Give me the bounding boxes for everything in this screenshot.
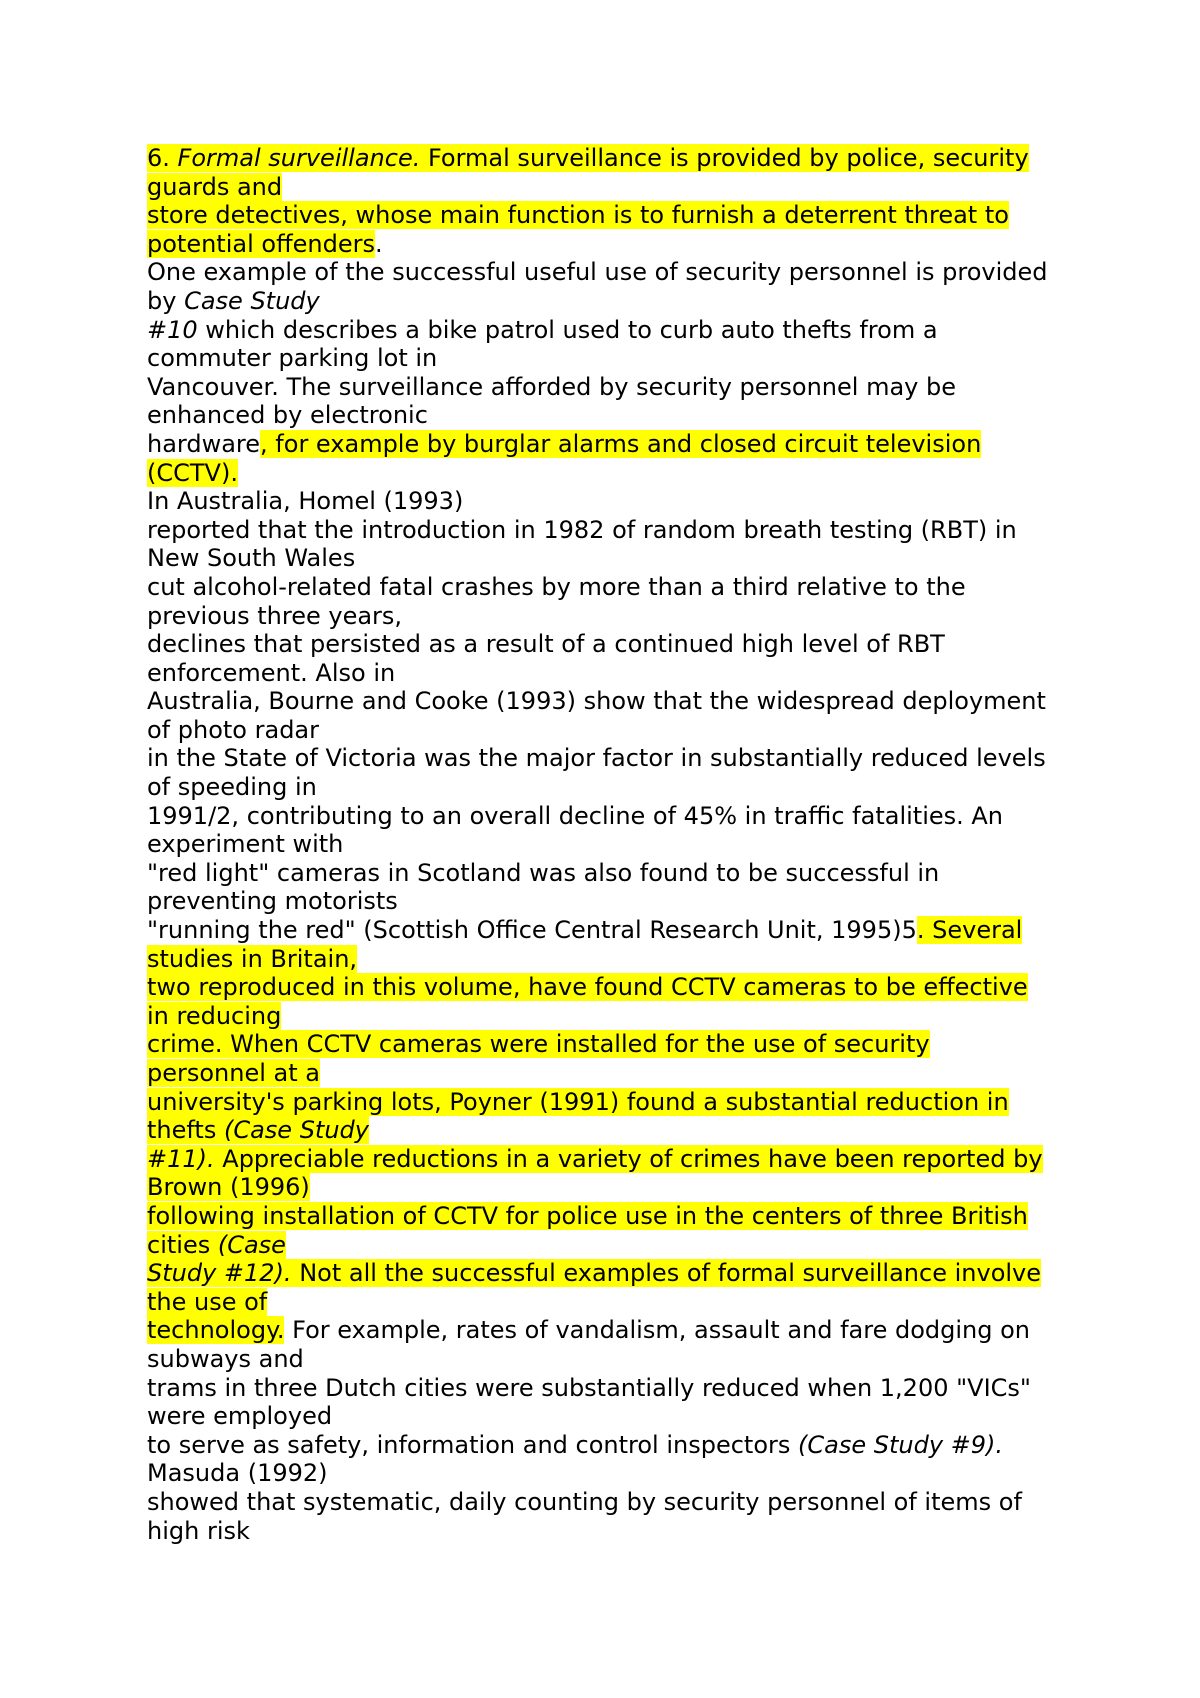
highlighted-text-run: Formal surveillance. — [177, 144, 421, 172]
highlighted-text-run: studies in Britain, — [147, 944, 358, 973]
text-line — [147, 1374, 1092, 1403]
text-line — [147, 773, 1092, 802]
text-line — [147, 344, 1092, 373]
text-line — [147, 1517, 1092, 1546]
text-line — [147, 802, 1092, 831]
text-run: by — [147, 286, 185, 315]
text-line — [147, 659, 1092, 688]
text-run: subways and — [147, 1344, 304, 1373]
text-line — [147, 544, 1092, 573]
highlighted-text-run: Appreciable reductions in a variety of crimes have been reported by — [214, 1144, 1043, 1173]
text-line — [147, 1459, 1092, 1488]
text-line — [147, 1402, 1092, 1431]
highlighted-text-run: technology. — [147, 1316, 285, 1345]
text-line — [147, 1145, 1092, 1174]
highlighted-text-run: two reproduced in this volume, have found CCTV cameras to be effective — [147, 973, 1028, 1002]
text-run: Masuda (1992) — [147, 1459, 328, 1488]
text-line — [147, 430, 1092, 459]
highlighted-text-run: (Case Study — [223, 1116, 369, 1145]
text-line — [147, 516, 1092, 545]
text-run: of speeding in — [147, 773, 317, 802]
highlighted-text-run: cities — [147, 1230, 218, 1259]
text-run: One example of the successful useful use of security personnel is provided — [147, 258, 1048, 287]
highlighted-text-run: #11). — [147, 1144, 215, 1173]
text-line — [147, 1116, 1092, 1145]
text-line — [147, 1030, 1092, 1059]
text-run: high risk — [147, 1516, 250, 1545]
text-line — [147, 1059, 1092, 1088]
text-run: . — [374, 229, 383, 258]
highlighted-text-run: Formal surveillance is provided by police, security — [420, 144, 1029, 172]
text-run: in the State of Victoria was the major factor in substantially reduced levels — [147, 744, 1046, 773]
text-run: In Australia, Homel (1993) — [147, 487, 464, 516]
text-run: 1991/2, contributing to an overall decline of 45% in traffic fatalities. An — [147, 801, 1004, 830]
text-line — [147, 573, 1092, 602]
highlighted-text-run: potential offenders — [147, 229, 375, 258]
text-line — [147, 201, 1092, 230]
text-line — [147, 1002, 1092, 1031]
text-line — [147, 830, 1092, 859]
text-line — [147, 1345, 1092, 1374]
text-run: showed that systematic, daily counting by security personnel of items of — [147, 1487, 1022, 1516]
text-run: Vancouver. The surveillance afforded by security personnel may be — [147, 372, 956, 401]
text-line — [147, 173, 1092, 202]
text-line — [147, 401, 1092, 430]
text-run: "running the red" (Scottish Office Central Research Unit, 1995)5 — [147, 916, 917, 945]
text-run: For example, rates of vandalism, assault and fare dodging on — [284, 1316, 1031, 1345]
text-line — [147, 258, 1092, 287]
text-line — [147, 1259, 1092, 1288]
text-line — [147, 1088, 1092, 1117]
text-line — [147, 144, 1092, 173]
text-line — [147, 1316, 1092, 1345]
highlighted-text-run: , for example by burglar alarms and closed circuit television — [260, 429, 982, 458]
text-line — [147, 945, 1092, 974]
text-line — [147, 973, 1092, 1002]
text-run: declines that persisted as a result of a continued high level of RBT — [147, 630, 945, 659]
text-run: Australia, Bourne and Cooke (1993) show that the widespread deployment — [147, 687, 1046, 716]
highlighted-text-run: following installation of CCTV for police use in the centers of three British — [147, 1201, 1028, 1230]
highlighted-text-run: in reducing — [147, 1001, 282, 1030]
text-line — [147, 373, 1092, 402]
text-line — [147, 1202, 1092, 1231]
highlighted-text-run: Brown (1996) — [147, 1173, 310, 1202]
highlighted-text-run: crime. When CCTV cameras were installed for the use of security — [147, 1030, 930, 1059]
highlighted-text-run: personnel at a — [147, 1059, 320, 1087]
text-line — [147, 287, 1092, 316]
highlighted-text-run: . Several — [916, 916, 1023, 945]
text-line — [147, 487, 1092, 516]
text-line — [147, 1288, 1092, 1317]
highlighted-text-run: Study #12). — [147, 1259, 292, 1288]
text-line — [147, 230, 1092, 259]
text-line — [147, 887, 1092, 916]
highlighted-text-run: guards and — [147, 172, 283, 201]
text-run: reported that the introduction in 1982 of random breath testing (RBT) in — [147, 515, 1017, 544]
text-line — [147, 687, 1092, 716]
document-body-text — [147, 144, 1092, 1545]
text-run: New South Wales — [147, 544, 356, 573]
text-run: of photo radar — [147, 715, 319, 744]
text-line — [147, 744, 1092, 773]
text-run: "red light" cameras in Scotland was also found to be successful in — [147, 858, 940, 887]
highlighted-text-run: store detectives, whose main function is to furnish a deterrent threat to — [147, 201, 1009, 230]
highlighted-text-run: the use of — [147, 1287, 268, 1316]
text-line — [147, 602, 1092, 631]
text-run: preventing motorists — [147, 887, 398, 916]
highlighted-text-run: 6. — [147, 144, 178, 172]
text-line — [147, 1488, 1092, 1517]
highlighted-text-run: thefts — [147, 1116, 224, 1145]
text-line — [147, 316, 1092, 345]
highlighted-text-run: university's parking lots, Poyner (1991) found a substantial reduction in — [147, 1087, 1009, 1116]
text-run: Case Study — [184, 286, 320, 315]
text-run: which describes a bike patrol used to curb auto thefts from a — [197, 315, 938, 344]
text-run: were employed — [147, 1402, 333, 1431]
text-run: #10 — [147, 315, 198, 344]
highlighted-text-run: (Case — [217, 1230, 286, 1259]
text-run: (Case Study #9). — [798, 1430, 1004, 1459]
highlighted-text-run: Not all the successful examples of formal surveillance involve — [291, 1259, 1042, 1288]
text-line — [147, 859, 1092, 888]
text-run: experiment with — [147, 830, 344, 859]
text-run: commuter parking lot in — [147, 344, 438, 373]
text-line — [147, 1173, 1092, 1202]
text-line — [147, 630, 1092, 659]
text-line — [147, 1431, 1092, 1460]
text-run: previous three years, — [147, 601, 403, 630]
text-run: trams in three Dutch cities were substantially reduced when 1,200 "VICs" — [147, 1373, 1031, 1402]
text-line — [147, 459, 1092, 488]
text-run: enhanced by electronic — [147, 401, 428, 430]
text-run: cut alcohol-related fatal crashes by more than a third relative to the — [147, 572, 966, 601]
text-line — [147, 716, 1092, 745]
text-run: to serve as safety, information and control inspectors — [147, 1430, 799, 1459]
text-run: enforcement. Also in — [147, 658, 396, 687]
text-line — [147, 1231, 1092, 1260]
highlighted-text-run: (CCTV). — [147, 458, 238, 487]
text-line — [147, 916, 1092, 945]
text-run: hardware — [147, 429, 261, 458]
